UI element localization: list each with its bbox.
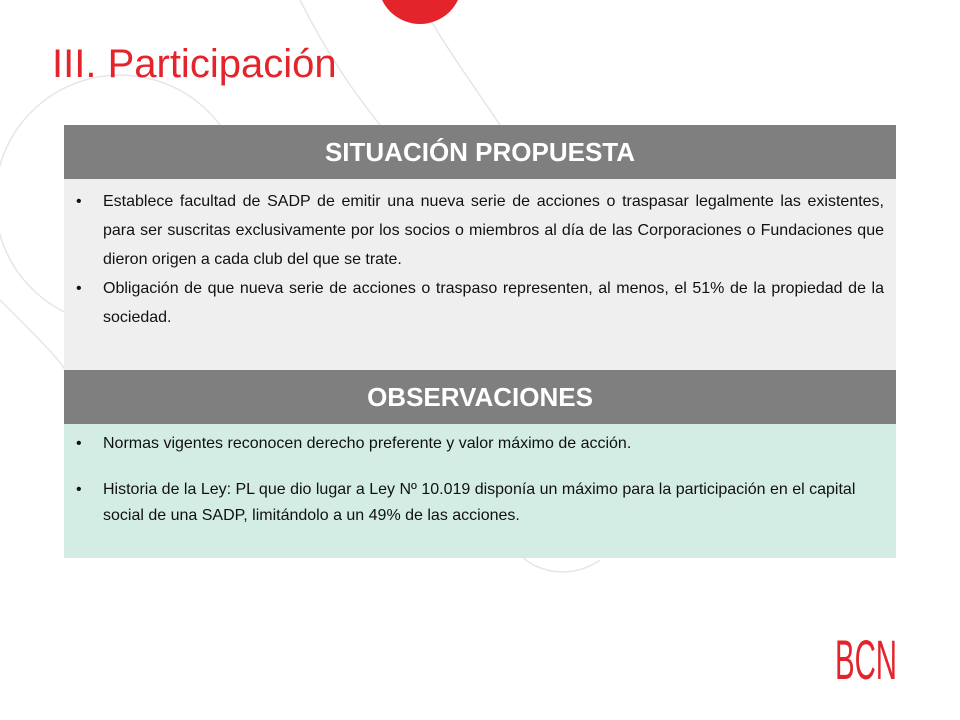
bullet-icon: • (76, 481, 82, 498)
list-item (76, 431, 884, 457)
list-item (76, 187, 884, 274)
list-item (76, 477, 884, 529)
proposal-header: SITUACIÓN PROPUESTA (64, 125, 896, 179)
observations-header: OBSERVACIONES (64, 370, 896, 424)
proposal-list (76, 187, 884, 332)
comparison-table (64, 125, 896, 558)
bullet-icon: • (76, 435, 82, 452)
bullet-icon: • (76, 193, 82, 210)
observations-section (64, 424, 896, 558)
proposal-bullet-2: Obligación de que nueva serie de acciones o traspaso representen, al menos, el 51% de la propiedad de la sociedad. (103, 280, 884, 326)
bullet-icon: • (76, 280, 82, 297)
page-title: III. Participación (52, 42, 337, 86)
proposal-bullet-1: Establece facultad de SADP de emitir una nueva serie de acciones o traspasar legalmente las existentes, para ser suscritas exclusivamente por los socios o miembros al día de las Corporaciones o Fundaciones que dieron origen a cada club del que se trate. (103, 193, 884, 268)
observations-list (76, 431, 884, 529)
logo-text: BCN (835, 628, 897, 691)
bcn-logo (834, 628, 898, 691)
observation-bullet-1: Normas vigentes reconocen derecho preferente y valor máximo de acción. (103, 435, 632, 452)
observation-bullet-2: Historia de la Ley: PL que dio lugar a Ley Nº 10.019 disponía un máximo para la participación en el capital social de una SADP, limitándolo a un 49% de las acciones. (103, 481, 856, 524)
list-item (76, 274, 884, 332)
proposal-section (64, 179, 896, 370)
